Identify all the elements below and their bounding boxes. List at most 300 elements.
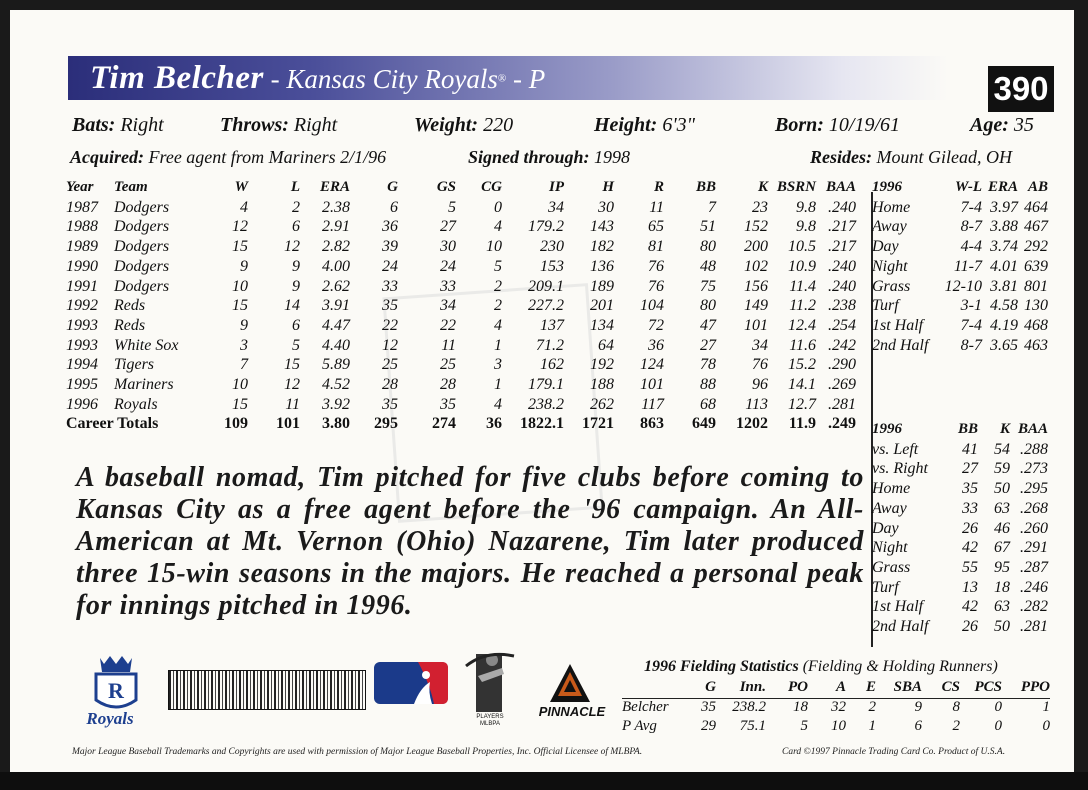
table-cell: 11 — [285, 395, 300, 413]
table-cell: 1992 — [66, 297, 98, 315]
table-cell: Dodgers — [114, 198, 170, 216]
career-row — [66, 395, 856, 415]
table-cell: 26 — [962, 618, 978, 636]
splits1-col-year: 1996 — [872, 179, 902, 195]
table-cell: 4.40 — [322, 336, 350, 354]
table-cell: 76 — [752, 356, 768, 374]
mlbpa-logo — [456, 646, 526, 726]
col-k: K — [757, 179, 768, 195]
table-cell: 33 — [440, 277, 456, 295]
table-cell: 15.2 — [788, 356, 816, 374]
table-cell: 35 — [440, 395, 456, 413]
career-row — [66, 296, 856, 316]
table-cell: 36 — [648, 336, 664, 354]
table-cell: 101 — [640, 376, 664, 394]
table-cell: 12-10 — [944, 277, 982, 295]
table-cell: 1st Half — [872, 316, 924, 334]
splits2-row — [872, 597, 1048, 617]
table-cell: Belcher — [622, 698, 669, 715]
pinnacle-triangle-icon — [528, 662, 624, 718]
splits2-row — [872, 519, 1048, 539]
table-cell: 25 — [382, 356, 398, 374]
card-shadow — [0, 772, 1088, 790]
table-cell: 42 — [962, 539, 978, 557]
table-cell: 153 — [540, 257, 564, 275]
table-cell: 4.01 — [990, 257, 1018, 275]
throws-value: Right — [293, 114, 338, 136]
splits2-col-year: 1996 — [872, 421, 902, 437]
card-number: 390 — [988, 66, 1054, 112]
table-cell: 2nd Half — [872, 336, 929, 354]
fielding-col-ppo: PPO — [1020, 679, 1050, 695]
table-cell: 6 — [292, 316, 300, 334]
table-cell: 81 — [648, 238, 664, 256]
registered-mark: ® — [497, 72, 507, 85]
fielding-col-sba: SBA — [893, 679, 922, 695]
table-cell: 4.47 — [322, 316, 350, 334]
signed-label: Signed through: — [468, 147, 590, 167]
splits1-row — [872, 257, 1048, 277]
table-cell: 0 — [494, 198, 502, 216]
table-cell: 80 — [700, 238, 716, 256]
table-cell: 71.2 — [536, 336, 564, 354]
table-cell: 3.88 — [990, 218, 1018, 236]
splits1-col-wl: W-L — [955, 179, 982, 195]
table-cell: 54 — [994, 440, 1010, 458]
card-back — [10, 10, 1074, 782]
fielding-col-po: PO — [788, 679, 808, 695]
table-cell: 0 — [1042, 718, 1050, 735]
table-cell: 3 — [240, 336, 248, 354]
table-cell: 3.74 — [990, 238, 1018, 256]
col-g: G — [387, 179, 398, 195]
table-cell: 15 — [232, 238, 248, 256]
table-cell: Reds — [114, 316, 146, 334]
table-cell: 75 — [700, 277, 716, 295]
table-cell: 238.2 — [528, 395, 564, 413]
table-cell: 5 — [292, 336, 300, 354]
player-bio: A baseball nomad, Tim pitched for five clubs before coming to Kansas City as a free agent before the '96 campaign. An All-American at Mt. Vernon (Ohio) Nazarene, Tim later produced three 15-win seasons in the majors. He reached a personal peak for innings pitched in 1996. — [76, 462, 864, 621]
splits2-header-row — [872, 420, 1048, 440]
splits1-row — [872, 198, 1048, 218]
table-cell: 5 — [494, 257, 502, 275]
mlb-logo-icon — [374, 662, 448, 704]
splits1-header-row — [872, 178, 1048, 198]
table-cell: 76 — [648, 257, 664, 275]
table-cell: 1 — [494, 376, 502, 394]
age-value: 35 — [1013, 114, 1034, 136]
col-gs: GS — [436, 179, 456, 195]
table-cell: 136 — [590, 257, 614, 275]
table-cell: 3.80 — [322, 415, 350, 433]
table-cell: 2 — [494, 297, 502, 315]
table-cell: 1721 — [582, 415, 614, 433]
table-cell: 9 — [914, 698, 922, 715]
table-cell: 1988 — [66, 218, 98, 236]
born-field — [775, 114, 900, 137]
card-copyright: Card ©1997 Pinnacle Trading Card Co. Product of U.S.A. — [782, 747, 1006, 757]
table-cell: 64 — [598, 336, 614, 354]
height-label: Height: — [594, 114, 658, 136]
table-cell: 65 — [648, 218, 664, 236]
table-cell: Royals — [114, 395, 158, 413]
weight-value: 220 — [483, 114, 514, 136]
table-cell: 8-7 — [960, 218, 982, 236]
career-totals-row — [66, 414, 856, 434]
table-cell: 88 — [700, 376, 716, 394]
table-cell: 10 — [232, 376, 248, 394]
table-cell: 2.62 — [322, 277, 350, 295]
throws-label: Throws: — [220, 114, 289, 136]
col-bb: BB — [695, 179, 716, 195]
table-cell: .260 — [1020, 519, 1048, 537]
table-cell: 28 — [382, 376, 398, 394]
acquired-value: Free agent from Mariners 2/1/96 — [148, 147, 387, 167]
table-cell: .269 — [828, 376, 856, 394]
fielding-col-g: G — [705, 679, 716, 695]
table-cell: 15 — [232, 395, 248, 413]
table-cell: 22 — [382, 316, 398, 334]
table-cell: 10.9 — [788, 257, 816, 275]
table-cell: .281 — [1020, 618, 1048, 636]
table-cell: 117 — [641, 395, 664, 413]
table-cell: 1202 — [736, 415, 768, 433]
table-cell: 12.4 — [788, 316, 816, 334]
table-cell: 50 — [994, 618, 1010, 636]
table-cell: .254 — [828, 316, 856, 334]
fielding-col-name — [622, 678, 680, 698]
table-cell: 41 — [962, 440, 978, 458]
table-cell: 33 — [962, 499, 978, 517]
fielding-col-cs: CS — [941, 679, 960, 695]
table-cell: 67 — [994, 539, 1010, 557]
fielding-header-row — [622, 678, 1050, 698]
table-cell: 8 — [952, 698, 960, 715]
table-cell: 9 — [292, 257, 300, 275]
table-cell: 42 — [962, 598, 978, 616]
table-cell: 200 — [744, 238, 768, 256]
table-cell: White Sox — [114, 336, 179, 354]
table-cell: 12 — [284, 238, 300, 256]
table-cell: 152 — [744, 218, 768, 236]
table-cell: Day — [872, 519, 899, 537]
table-cell: .288 — [1020, 440, 1048, 458]
table-cell: 238.2 — [732, 698, 766, 715]
table-cell: Reds — [114, 297, 146, 315]
splits2-col-k: K — [999, 421, 1010, 437]
table-cell: 1996 — [66, 395, 98, 413]
table-cell: .238 — [828, 297, 856, 315]
table-cell: 1995 — [66, 376, 98, 394]
fielding-title: 1996 Fielding Statistics — [644, 658, 799, 675]
splits1-col-ab: AB — [1027, 179, 1048, 195]
table-cell: 14.1 — [788, 376, 816, 394]
table-cell: 3.81 — [990, 277, 1018, 295]
table-cell: 35 — [382, 297, 398, 315]
career-row — [66, 237, 856, 257]
table-cell: 26 — [962, 519, 978, 537]
table-cell: 10 — [831, 718, 846, 735]
career-stats-table — [66, 178, 856, 434]
table-cell: .282 — [1020, 598, 1048, 616]
career-row — [66, 375, 856, 395]
signed-field — [468, 147, 630, 168]
table-cell: 34 — [440, 297, 456, 315]
col-year: Year — [66, 179, 94, 195]
table-cell: 101 — [276, 415, 300, 433]
table-cell: 4 — [494, 395, 502, 413]
fielding-subtitle: (Fielding & Holding Runners) — [802, 658, 998, 675]
table-cell: 12 — [232, 218, 248, 236]
table-cell: 4.19 — [990, 316, 1018, 334]
table-cell: 109 — [224, 415, 248, 433]
splits1-row — [872, 237, 1048, 257]
table-cell: 11 — [649, 198, 664, 216]
table-cell: 4 — [494, 316, 502, 334]
table-cell: 2 — [494, 277, 502, 295]
table-cell: Career Totals — [66, 415, 159, 433]
table-cell: Dodgers — [114, 238, 170, 256]
table-cell: 192 — [590, 356, 614, 374]
table-cell: 15 — [232, 297, 248, 315]
table-cell: 14 — [284, 297, 300, 315]
age-field — [970, 114, 1034, 137]
table-cell: 201 — [590, 297, 614, 315]
table-cell: 5 — [448, 198, 456, 216]
table-cell: Away — [872, 218, 907, 236]
table-cell: 13 — [962, 578, 978, 596]
col-team: Team — [114, 179, 148, 195]
acquired-label: Acquired: — [70, 147, 144, 167]
table-cell: Home — [872, 480, 911, 498]
table-cell: 179.1 — [528, 376, 564, 394]
table-cell: 34 — [548, 198, 564, 216]
table-cell: 27 — [700, 336, 716, 354]
table-cell: 1993 — [66, 316, 98, 334]
bats-label: Bats: — [72, 114, 116, 136]
table-cell: 39 — [382, 238, 398, 256]
table-cell: 5.89 — [322, 356, 350, 374]
table-cell: 179.2 — [528, 218, 564, 236]
table-cell: 35 — [962, 480, 978, 498]
table-cell: 468 — [1024, 316, 1048, 334]
table-cell: Dodgers — [114, 277, 170, 295]
table-cell: Turf — [872, 297, 899, 315]
table-cell: 295 — [374, 415, 398, 433]
table-cell: 10.5 — [788, 238, 816, 256]
table-cell: 262 — [590, 395, 614, 413]
splits1-row — [872, 316, 1048, 336]
players-label: PLAYERS — [476, 714, 504, 720]
splits1-row — [872, 277, 1048, 297]
table-cell: .290 — [828, 356, 856, 374]
table-cell: 72 — [648, 316, 664, 334]
table-cell: 2.82 — [322, 238, 350, 256]
born-value: 10/19/61 — [828, 114, 901, 136]
splits1-col-era: ERA — [987, 179, 1018, 195]
age-label: Age: — [970, 114, 1009, 136]
table-cell: 51 — [700, 218, 716, 236]
table-cell: vs. Right — [872, 460, 928, 478]
table-cell: 7 — [708, 198, 716, 216]
table-cell: 75.1 — [739, 718, 766, 735]
resides-field — [810, 147, 1012, 168]
table-cell: 30 — [598, 198, 614, 216]
table-cell: 130 — [1024, 297, 1048, 315]
table-cell: 11.2 — [789, 297, 816, 315]
table-cell: .240 — [828, 257, 856, 275]
mlbpa-label: MLBPA — [480, 721, 500, 726]
table-cell: 188 — [590, 376, 614, 394]
signed-value: 1998 — [594, 147, 631, 167]
table-cell: 863 — [640, 415, 664, 433]
career-row — [66, 198, 856, 218]
table-cell: 22 — [440, 316, 456, 334]
table-cell: 15 — [284, 356, 300, 374]
table-cell: 274 — [432, 415, 456, 433]
table-cell: 36 — [486, 415, 502, 433]
table-cell: Mariners — [114, 376, 174, 394]
col-l: L — [290, 179, 300, 195]
table-cell: 34 — [752, 336, 768, 354]
table-cell: .249 — [828, 415, 856, 433]
table-cell: 10 — [232, 277, 248, 295]
table-cell: 4 — [240, 198, 248, 216]
table-cell: 12 — [284, 376, 300, 394]
table-cell: 209.1 — [528, 277, 564, 295]
career-row — [66, 355, 856, 375]
table-cell: 464 — [1024, 198, 1048, 216]
table-cell: 467 — [1024, 218, 1048, 236]
royals-r-letter: R — [108, 678, 124, 703]
table-cell: Grass — [872, 558, 911, 576]
fielding-col-inn: Inn. — [739, 679, 766, 695]
table-cell: 639 — [1024, 257, 1048, 275]
table-cell: 63 — [994, 598, 1010, 616]
table-cell: 96 — [752, 376, 768, 394]
table-cell: 182 — [590, 238, 614, 256]
table-cell: 189 — [590, 277, 614, 295]
table-cell: Dodgers — [114, 257, 170, 275]
table-cell: 1 — [868, 718, 876, 735]
table-cell: 4.58 — [990, 297, 1018, 315]
table-cell: 113 — [745, 395, 768, 413]
height-field — [594, 114, 695, 137]
fielding-col-e: E — [865, 679, 876, 695]
col-bsrn: BSRN — [776, 179, 816, 195]
table-cell: 227.2 — [528, 297, 564, 315]
table-cell: 3.92 — [322, 395, 350, 413]
career-row — [66, 217, 856, 237]
table-cell: 1822.1 — [520, 415, 564, 433]
table-cell: 104 — [640, 297, 664, 315]
table-cell: 47 — [700, 316, 716, 334]
throws-field — [220, 114, 337, 137]
table-cell: 27 — [440, 218, 456, 236]
splits-record-table — [872, 178, 1048, 355]
career-row — [66, 336, 856, 356]
splits2-col-baa: BAA — [1017, 421, 1048, 437]
resides-value: Mount Gilead, OH — [876, 147, 1012, 167]
table-cell: .217 — [828, 238, 856, 256]
table-cell: 4 — [494, 218, 502, 236]
table-cell: 1991 — [66, 277, 98, 295]
table-cell: 2.91 — [322, 218, 350, 236]
table-cell: 292 — [1024, 238, 1048, 256]
table-cell: P Avg — [622, 718, 657, 735]
table-cell: 63 — [994, 499, 1010, 517]
table-cell: Turf — [872, 578, 899, 596]
mlb-logo — [374, 662, 448, 704]
table-cell: 3.65 — [990, 336, 1018, 354]
table-cell: 95 — [994, 558, 1010, 576]
table-cell: 1993 — [66, 336, 98, 354]
table-cell: 9 — [240, 257, 248, 275]
table-cell: vs. Left — [872, 440, 919, 458]
table-cell: 124 — [640, 356, 664, 374]
table-cell: 137 — [540, 316, 564, 334]
table-cell: 35 — [701, 698, 716, 715]
weight-field — [414, 114, 513, 137]
table-cell: 149 — [744, 297, 768, 315]
table-cell: .268 — [1020, 499, 1048, 517]
table-cell: 23 — [752, 198, 768, 216]
table-cell: .246 — [1020, 578, 1048, 596]
table-cell: 1990 — [66, 257, 98, 275]
table-cell: 7 — [240, 356, 248, 374]
table-cell: .240 — [828, 277, 856, 295]
weight-label: Weight: — [414, 114, 479, 136]
table-cell: Night — [872, 539, 908, 557]
table-cell: 11-7 — [953, 257, 982, 275]
table-cell: 6 — [914, 718, 922, 735]
table-cell: 649 — [692, 415, 716, 433]
player-name: Tim Belcher — [90, 60, 264, 96]
table-cell: 143 — [590, 218, 614, 236]
table-cell: 12 — [382, 336, 398, 354]
table-cell: 7-4 — [960, 316, 982, 334]
bats-value: Right — [120, 114, 164, 136]
table-cell: .242 — [828, 336, 856, 354]
splits-pitching-table — [872, 420, 1048, 637]
position: - P — [506, 64, 546, 94]
career-row — [66, 316, 856, 336]
table-cell: 30 — [440, 238, 456, 256]
table-cell: Tigers — [114, 356, 155, 374]
col-r: R — [653, 179, 664, 195]
resides-label: Resides: — [810, 147, 872, 167]
fielding-stats-table — [622, 678, 1050, 737]
team-name: - Kansas City Royals — [263, 64, 498, 94]
table-cell: 1st Half — [872, 598, 924, 616]
royals-logo — [74, 652, 152, 732]
table-cell: 78 — [700, 356, 716, 374]
col-era: ERA — [319, 179, 350, 195]
table-cell: 8-7 — [960, 336, 982, 354]
splits2-row — [872, 578, 1048, 598]
splits1-row — [872, 217, 1048, 237]
table-cell: 7-4 — [960, 198, 982, 216]
career-row — [66, 277, 856, 297]
table-cell: 29 — [701, 718, 716, 735]
table-cell: 6 — [390, 198, 398, 216]
bats-field — [72, 114, 164, 137]
table-cell: 50 — [994, 480, 1010, 498]
table-cell: .273 — [1020, 460, 1048, 478]
fielding-row — [622, 717, 1050, 737]
table-cell: Dodgers — [114, 218, 170, 236]
table-cell: 9.8 — [796, 198, 816, 216]
